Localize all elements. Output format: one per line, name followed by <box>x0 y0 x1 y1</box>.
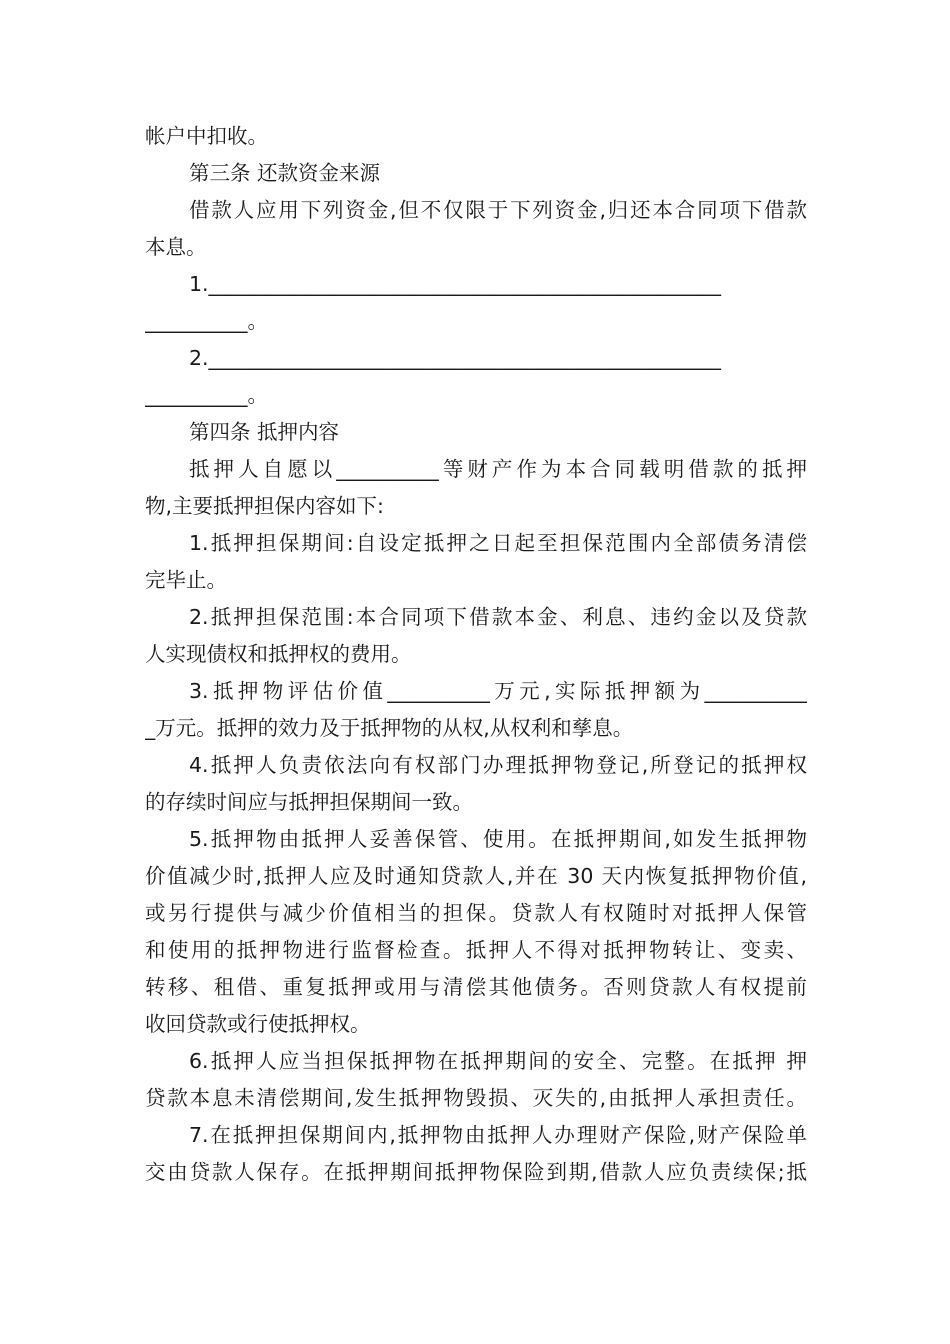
text-line: 6.抵押人应当担保抵押物在抵押期间的安全、完整。在抵押 押 <box>189 1049 807 1073</box>
text-line: 7.在抵押担保期间内,抵押物由抵押人办理财产保险,财产保险单 <box>189 1123 807 1147</box>
text-line: 完毕止。 <box>145 568 227 592</box>
blank-line: __________。 <box>145 309 268 333</box>
text-line: 交由贷款人保存。在抵押期间抵押物保险到期,借款人应负责续保;抵 <box>145 1160 807 1184</box>
text-line: 4.抵押人负责依法向有权部门办理抵押物登记,所登记的抵押权 <box>189 753 807 777</box>
document-page <box>145 118 807 1191</box>
text-line: 1.抵押担保期间:自设定抵押之日起至担保范围内全部债务清偿 <box>189 531 807 555</box>
text-line: _万元。抵押的效力及于抵押物的从权,从权利和孳息。 <box>145 716 634 740</box>
text-line: 收回贷款或行使抵押权。 <box>145 1012 371 1036</box>
text-line: 2.抵押担保范围:本合同项下借款本金、利息、违约金以及贷款 <box>189 605 807 629</box>
blank-line: __________。 <box>145 383 268 407</box>
text-line: 5.抵押物由抵押人妥善保管、使用。在抵押期间,如发生抵押物 <box>189 827 807 851</box>
blank-line: 2.__________________________________________________ <box>189 346 722 370</box>
text-line: 借款人应用下列资金,但不仅限于下列资金,归还本合同项下借款 <box>189 198 807 222</box>
text-line: 人实现债权和抵押权的费用。 <box>145 642 412 666</box>
text-line: 抵押人自愿以__________等财产作为本合同载明借款的抵押 <box>189 457 807 481</box>
text-line: 物,主要抵押担保内容如下: <box>145 494 384 518</box>
text-line: 贷款本息未清偿期间,发生抵押物毁损、灭失的,由抵押人承担责任。 <box>145 1086 807 1110</box>
text-line: 本息。 <box>145 235 207 259</box>
article-heading: 第三条 还款资金来源 <box>189 161 381 185</box>
text-line: 转移、租借、重复抵押或用与清偿其他债务。否则贷款人有权提前 <box>145 975 807 999</box>
text-line: 的存续时间应与抵押担保期间一致。 <box>145 790 473 814</box>
text-line: 或另行提供与减少价值相当的担保。贷款人有权随时对抵押人保管 <box>145 901 807 925</box>
blank-line: 1.__________________________________________________ <box>189 272 722 296</box>
text-line: 3.抵押物评估价值__________万元,实际抵押额为__________ <box>189 679 807 703</box>
text-line: 和使用的抵押物进行监督检查。抵押人不得对抵押物转让、变卖、 <box>145 938 807 962</box>
article-heading: 第四条 抵押内容 <box>189 420 340 444</box>
text-line: 价值减少时,抵押人应及时通知贷款人,并在 30 天内恢复抵押物价值, <box>145 864 807 888</box>
text-line: 帐户中扣收。 <box>145 124 268 148</box>
